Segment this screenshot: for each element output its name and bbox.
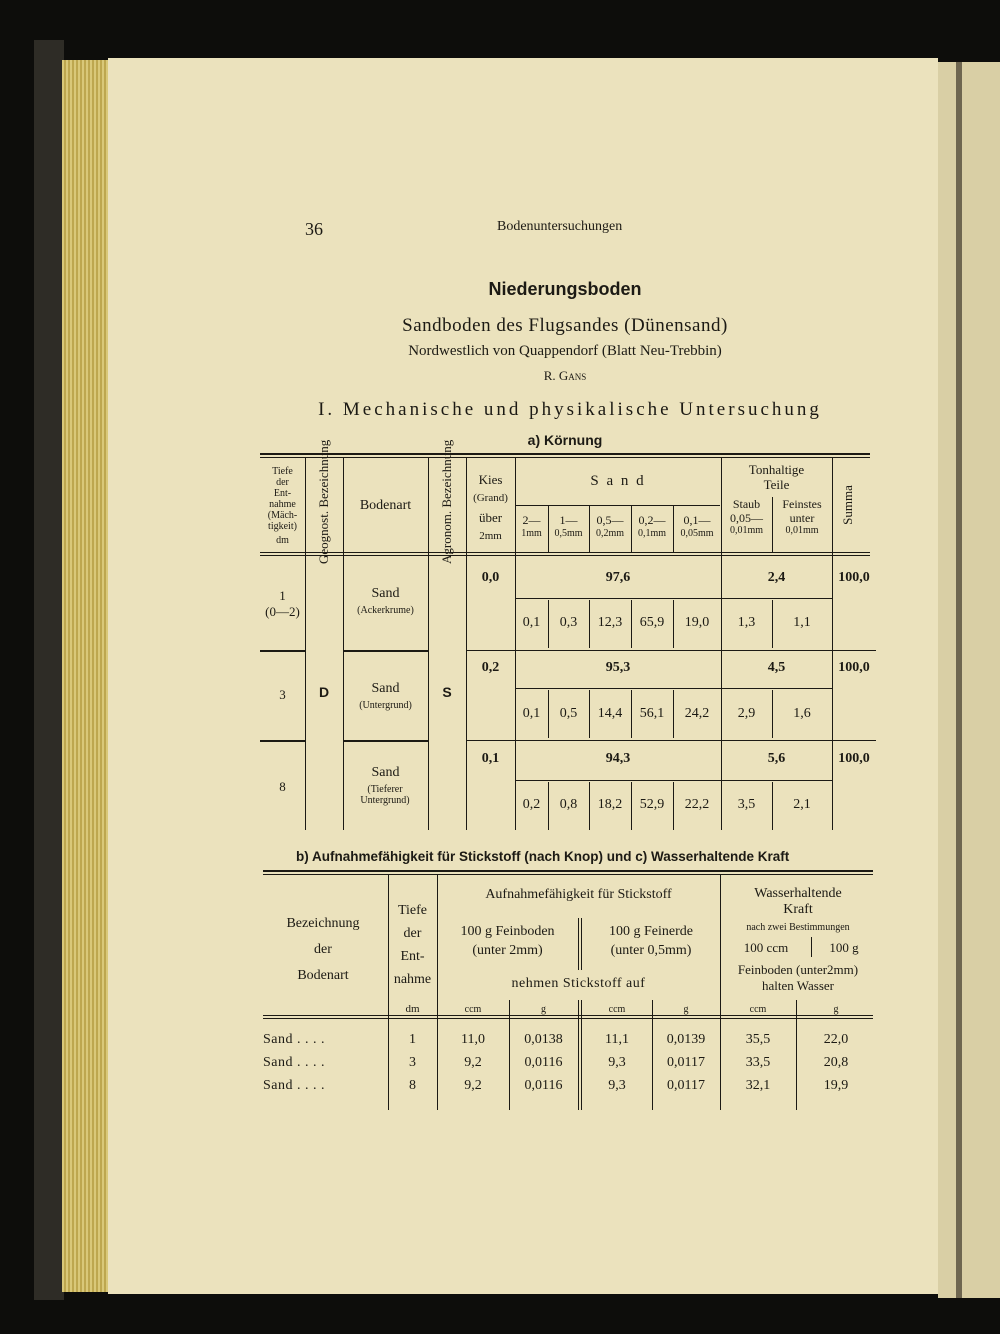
tb-row2-name: Sand . . . . — [263, 1055, 325, 1070]
tb-header-w-feinboden: Feinboden (unter2mm) halten Wasser — [737, 962, 859, 993]
tb-row2-v4: 0,0117 — [667, 1055, 705, 1070]
row-sep — [343, 650, 428, 652]
header-bodenart: Bodenart — [359, 498, 412, 513]
row2-kies: 0,2 — [481, 660, 500, 675]
tb-row1-v6: 22,0 — [823, 1032, 849, 1047]
tb-header-wasser: Wasserhaltende Kraft — [754, 886, 842, 917]
tb-row3-name: Sand . . . . — [263, 1078, 325, 1093]
tb-row2-depth: 3 — [409, 1055, 416, 1070]
header-agronom: Agronom. Bezeichnung — [439, 439, 454, 564]
tb-row3-v3: 9,3 — [608, 1078, 626, 1093]
header-summa: Summa — [840, 485, 855, 525]
table-b-top-rule-2 — [263, 874, 873, 875]
row-sep — [260, 740, 305, 742]
tb-row1-name: Sand . . . . — [263, 1032, 325, 1047]
row2-depth: 3 — [279, 687, 286, 702]
tb-row2-v1: 9,2 — [464, 1055, 482, 1070]
table-a-top-rule-2 — [260, 457, 870, 458]
row3-sand-c2: 0,8 — [559, 797, 578, 812]
row3-staub: 3,5 — [737, 797, 756, 812]
subsection-a: a) Körnung — [527, 432, 603, 448]
row2-sand-c4: 56,1 — [639, 706, 665, 721]
row2-sand-c2: 0,5 — [559, 706, 578, 721]
row2-sand-c3: 14,4 — [597, 706, 623, 721]
subtotal-rule — [515, 780, 832, 781]
facing-page — [938, 62, 1000, 1298]
row3-feinstes: 2,1 — [793, 797, 811, 812]
sand-sub-rule — [515, 505, 720, 506]
tb-double-line — [578, 1000, 579, 1110]
row2-feinstes: 1,6 — [793, 706, 811, 721]
header-staub: Staub 0,05— 0,01mm — [729, 497, 764, 536]
running-head: Bodenuntersuchungen — [497, 219, 623, 234]
tb-header-nehmen: nehmen Stickstoff auf — [511, 976, 646, 991]
row1-kies: 0,0 — [481, 570, 500, 585]
row3-soil: Sand — [371, 765, 400, 780]
header-sand: S a n d — [590, 473, 646, 489]
page-fold — [956, 62, 962, 1298]
subtotal-rule — [515, 688, 832, 689]
table-a-header-rule-2 — [260, 555, 870, 556]
row-sep — [343, 740, 428, 742]
row1-sand-c4: 65,9 — [639, 615, 665, 630]
tb-header-bezeichnung: Bezeichnung der Bodenart — [286, 916, 360, 983]
tb-row2-v3: 9,3 — [608, 1055, 626, 1070]
header-feinstes: Feinstes unter 0,01mm — [782, 497, 822, 536]
tb-unit: g — [833, 1004, 839, 1015]
tb-row3-v4: 0,0117 — [667, 1078, 705, 1093]
row3-sand-c1: 0,2 — [522, 797, 541, 812]
table-b-top-rule — [263, 870, 873, 872]
subsection-b: b) Aufnahmefähigkeit für Stickstoff (nach Knop) und c) Wasserhaltende Kraft — [296, 849, 790, 864]
tb-row3-depth: 8 — [409, 1078, 416, 1093]
location: Nordwestlich von Quappendorf (Blatt Neu-Trebbin) — [408, 343, 722, 359]
row2-ton-total: 4,5 — [767, 660, 786, 675]
row-sep — [466, 740, 876, 741]
header-sand-02-01: 0,2— 0,1mm — [637, 513, 667, 539]
tb-row1-v3: 11,1 — [605, 1032, 629, 1047]
header-sand-01-005: 0,1— 0,05mm — [680, 513, 714, 539]
tb-row3-v5: 32,1 — [745, 1078, 771, 1093]
tb-double-line — [578, 918, 579, 970]
tb-header-wasser-note: nach zwei Bestimmungen — [746, 922, 850, 933]
row1-soil-note: (Ackerkrume) — [357, 605, 414, 616]
part-heading: I. Mechanische und physikalische Untersuchung — [318, 399, 822, 420]
row1-ton-total: 2,4 — [767, 570, 786, 585]
row1-depth: 1 (0—2) — [265, 588, 300, 619]
agronom-value: S — [442, 684, 452, 700]
tb-row1-v5: 35,5 — [745, 1032, 771, 1047]
tb-header-aufnahme: Aufnahmefähigkeit für Stickstoff — [485, 887, 672, 902]
table-b-header-rule-2 — [263, 1018, 873, 1019]
tb-unit: ccm — [464, 1004, 482, 1015]
row3-summa: 100,0 — [838, 751, 870, 766]
tb-col-line — [437, 875, 438, 1110]
tb-row2-v5: 33,5 — [745, 1055, 771, 1070]
row1-sand-c3: 12,3 — [597, 615, 623, 630]
tb-unit: ccm — [749, 1004, 767, 1015]
tb-header-tiefe-unit: dm — [405, 1003, 420, 1015]
table-b-header-rule — [263, 1015, 873, 1016]
tb-header-tiefe: Tiefe der Ent- nahme — [393, 903, 432, 987]
book-page — [108, 58, 938, 1294]
book-cover-edge — [34, 40, 64, 1300]
header-tonhaltige: Tonhaltige Teile — [748, 462, 805, 492]
row2-sand-c1: 0,1 — [522, 706, 541, 721]
row1-sand-c5: 19,0 — [684, 615, 710, 630]
author: R. Gans — [543, 368, 587, 383]
header-kies: Kies (Grand) über 2mm — [473, 472, 508, 542]
tb-row1-depth: 1 — [409, 1032, 416, 1047]
row-sep — [260, 650, 305, 652]
tb-row3-v1: 9,2 — [464, 1078, 482, 1093]
header-sand-2-1: 2— 1mm — [521, 513, 542, 539]
row3-depth: 8 — [279, 779, 286, 794]
table-a-top-rule — [260, 453, 870, 455]
col-line — [832, 458, 833, 830]
row2-summa: 100,0 — [838, 660, 870, 675]
geognost-value: D — [318, 684, 330, 700]
row3-ton-total: 5,6 — [767, 751, 786, 766]
row3-sand-c4: 52,9 — [639, 797, 665, 812]
tb-row2-v2: 0,0116 — [524, 1055, 563, 1070]
header-sand-1-05: 1— 0,5mm — [554, 513, 583, 539]
row1-summa: 100,0 — [838, 570, 870, 585]
row1-sand-c2: 0,3 — [559, 615, 578, 630]
col-line — [428, 458, 429, 830]
tb-row3-v2: 0,0116 — [524, 1078, 563, 1093]
subtitle: Sandboden des Flugsandes (Dünensand) — [402, 315, 728, 336]
row1-feinstes: 1,1 — [793, 615, 811, 630]
row1-soil: Sand — [371, 586, 400, 601]
tb-row1-v4: 0,0139 — [666, 1032, 706, 1047]
tb-unit: ccm — [608, 1004, 626, 1015]
tb-unit: g — [541, 1004, 546, 1015]
tb-header-feinboden: 100 g Feinboden (unter 2mm) — [460, 924, 555, 958]
row2-soil-note: (Untergrund) — [359, 700, 412, 711]
row2-sand-c5: 24,2 — [684, 706, 710, 721]
tb-header-w-ccm: 100 ccm — [743, 940, 789, 955]
row3-sand-c5: 22,2 — [684, 797, 710, 812]
col-line — [305, 458, 306, 830]
row2-sand-total: 95,3 — [605, 660, 631, 675]
row1-sand-c1: 0,1 — [522, 615, 541, 630]
row1-sand-total: 97,6 — [605, 570, 631, 585]
tb-row1-v2: 0,0138 — [524, 1032, 563, 1047]
tb-row1-v1: 11,0 — [461, 1032, 485, 1047]
row-sep — [466, 650, 876, 651]
tb-row2-v6: 20,8 — [823, 1055, 849, 1070]
header-geognost: Geognost. Bezeichnung — [316, 439, 331, 564]
row3-sand-c3: 18,2 — [597, 797, 623, 812]
row2-soil: Sand — [371, 681, 400, 696]
row1-staub: 1,3 — [737, 615, 756, 630]
tb-unit: g — [683, 1004, 689, 1015]
subtotal-rule — [515, 598, 832, 599]
header-sand-05-02: 0,5— 0,2mm — [595, 513, 625, 539]
tb-header-feinerde: 100 g Feinerde (unter 0,5mm) — [609, 924, 693, 958]
tb-header-w-g: 100 g — [829, 940, 859, 955]
section-title: Niederungsboden — [488, 279, 642, 299]
row3-sand-total: 94,3 — [605, 751, 631, 766]
row2-staub: 2,9 — [737, 706, 756, 721]
header-tiefe: Tiefe der Ent- nahme (Mäch- tigkeit) dm — [267, 466, 298, 546]
table-a-header-rule — [260, 552, 870, 553]
page-number: 36 — [305, 219, 323, 239]
row3-kies: 0,1 — [481, 751, 500, 766]
row3-soil-note: (Tieferer Untergrund) — [360, 784, 410, 806]
tb-row3-v6: 19,9 — [823, 1078, 849, 1093]
